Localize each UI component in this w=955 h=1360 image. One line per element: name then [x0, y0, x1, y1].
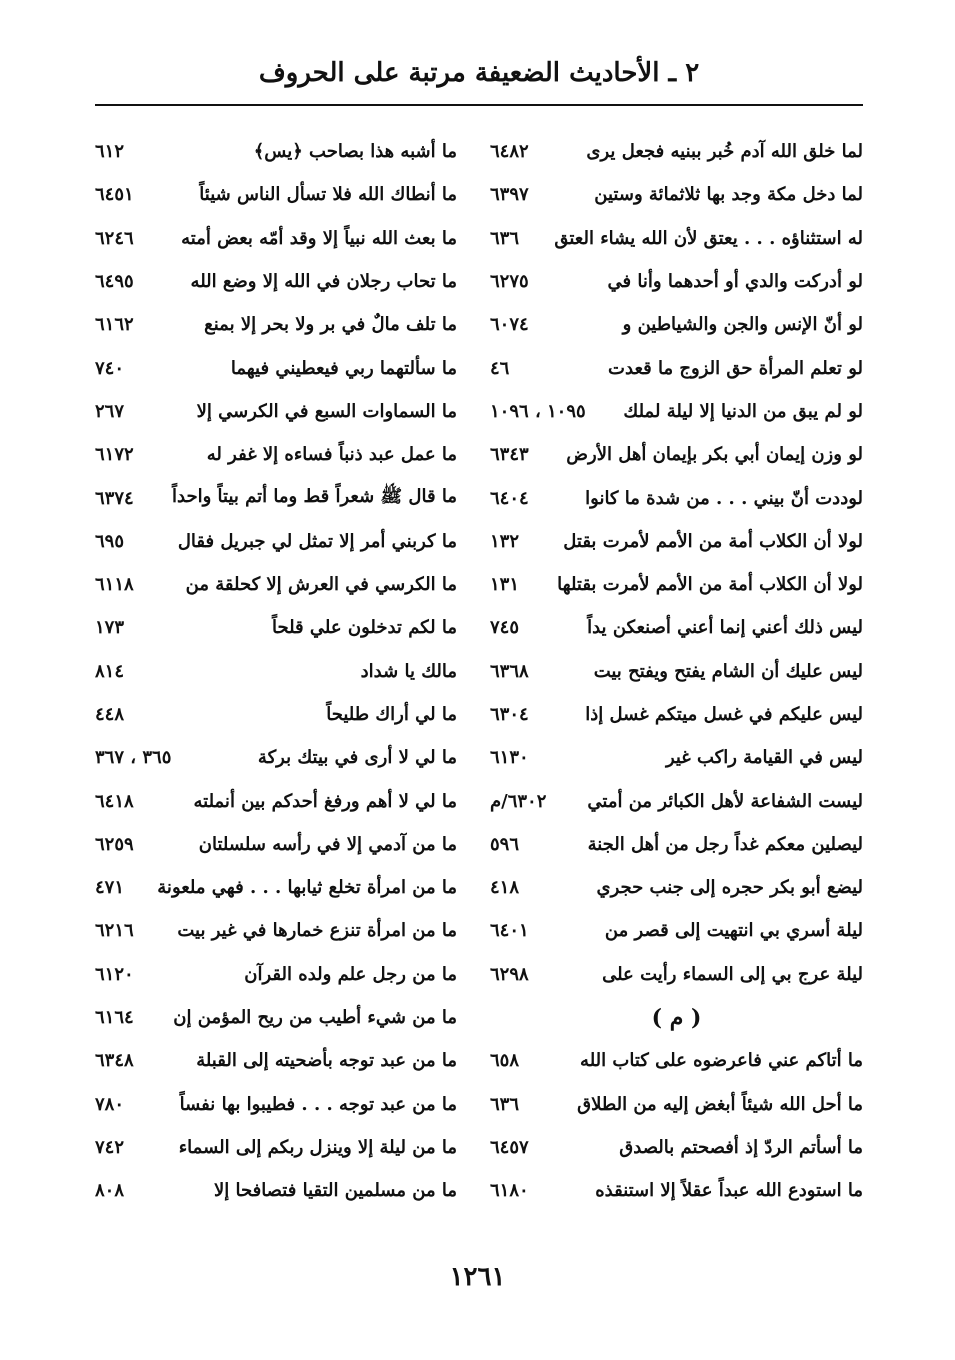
entry-text: ما من عبد توجه بأضحيته إلى القبلة	[196, 1050, 457, 1072]
entry-text: مالك يا شداد	[360, 660, 457, 682]
entry-ref-number: ١٣١	[490, 574, 520, 596]
entry-text: ليلة أسري بي انتهيت إلى قصر من	[604, 920, 863, 942]
entry-ref-number: ٦١٧٢	[95, 444, 134, 466]
entry-ref-number: ١٣٢	[490, 530, 520, 552]
entry-text: لولا أن الكلاب أمة من الأمم لأمرت بقتل	[563, 530, 863, 552]
entry-text: لوددت أنّ بيني . . . من شدة ما كانوا	[585, 487, 863, 509]
entry-text: ما أسأتم الردّ إذ أفصحتم بالصدق	[619, 1136, 863, 1158]
index-entry	[95, 260, 457, 303]
index-entry	[95, 736, 457, 779]
entry-text: ما من امرأة تخلع ثيابها . . . فهي ملعونة	[157, 877, 457, 899]
index-entry	[490, 866, 863, 909]
entry-ref-number: ٦٢٤٦	[95, 227, 134, 249]
index-entry	[490, 476, 863, 519]
entry-ref-number: ٦٣٧٤	[95, 487, 134, 509]
entry-text: ليضع أبو بكر حجره إلى جنب حجري	[596, 877, 863, 899]
entry-text: ما الكرسي في العرش إلا كحلقة من	[185, 574, 457, 596]
index-entry	[490, 1126, 863, 1169]
entry-ref-number: ٦٥٨	[490, 1050, 520, 1072]
entry-ref-number: ٦٣٤٣	[490, 444, 529, 466]
entry-text: ما أتاكم عني فاعرضوه على كتاب الله	[580, 1050, 863, 1072]
entry-ref-number: ٦٣٠٤	[490, 704, 529, 725]
index-entry	[95, 1126, 457, 1169]
index-entry	[95, 866, 457, 909]
entry-ref-number: ١٠٩٥ ، ١٠٩٦	[490, 400, 586, 422]
entry-ref-number: ٦١٢	[95, 141, 125, 163]
index-column-left	[95, 130, 457, 1212]
entry-text: ما قال ﷺ شعراً قط وما أتم بيتاً واحداً	[172, 486, 457, 508]
entry-list-meem-continued	[95, 130, 457, 1212]
entry-ref-number: ٦٣٦٨	[490, 660, 529, 682]
index-entry	[490, 823, 863, 866]
entry-text: ما من ليلة إلا وينزل ربكم إلى السماء	[178, 1136, 457, 1158]
entry-ref-number: ٦٤٩٥	[95, 271, 134, 293]
entry-text: ما عمل عبد ذنباً فساءه إلا غفر له	[206, 444, 457, 466]
index-entry	[490, 563, 863, 606]
index-entry	[95, 520, 457, 563]
index-entry	[95, 909, 457, 952]
index-entry	[490, 390, 863, 433]
index-entry	[95, 217, 457, 260]
entry-ref-number: ٤٤٨	[95, 704, 125, 725]
entry-ref-number: ٦٣٦	[490, 227, 520, 249]
index-entry	[95, 1169, 457, 1212]
entry-ref-number: ٢٦٧	[95, 400, 125, 422]
index-entry	[490, 1083, 863, 1126]
index-entry	[95, 346, 457, 389]
entry-ref-number: ٣٦٥ ، ٣٦٧	[95, 747, 172, 769]
index-entry	[95, 823, 457, 866]
entry-text: ما أحل الله شيئاً أبغض إليه من الطلاق	[577, 1093, 863, 1115]
index-entry	[95, 650, 457, 693]
entry-ref-number: ٧٤٠	[95, 357, 125, 379]
index-entry	[490, 693, 863, 736]
entry-ref-number: ٦١٢٠	[95, 963, 134, 985]
entry-ref-number: ٧٤٥	[490, 617, 520, 639]
entry-text: ما استودع الله عبداً عقلاً إلا استنقذه	[595, 1180, 863, 1202]
entry-text: ليلة عرج بي إلى السماء رأيت على	[602, 963, 863, 985]
index-entry	[490, 173, 863, 216]
entry-text: لما خلق الله آدم خُبر ببنيه فجعل يرى	[586, 141, 863, 163]
entry-text: ما بعث الله نبياً إلا وقد أمّه بعض أمته	[181, 227, 457, 249]
entry-list-meem	[490, 1039, 863, 1212]
entry-text: ما من آدمي إلا في رأسه سلسلتان	[198, 833, 457, 855]
index-entry	[95, 563, 457, 606]
index-entry	[95, 173, 457, 216]
entry-ref-number: ٦٣٩٧	[490, 184, 529, 206]
entry-ref-number: ٦١٨٠	[490, 1180, 529, 1202]
entry-text: ما لي لا أرى في بيتك بركة	[257, 747, 457, 769]
index-entry	[490, 650, 863, 693]
entry-text: ما أنطاك الله فلا تسأل الناس شيئاً	[199, 184, 457, 206]
entry-text: له استثناؤه . . . يعتق لأن الله يشاء العتق	[554, 227, 863, 249]
entry-list-lam	[490, 130, 863, 996]
entry-ref-number: ٦١٦٢	[95, 314, 134, 336]
index-entry	[490, 909, 863, 952]
entry-ref-number: ٦٣٤٨	[95, 1050, 134, 1072]
index-entry	[490, 953, 863, 996]
section-letter-meem: ( م )	[651, 1004, 702, 1031]
index-entry	[95, 1039, 457, 1082]
entry-text: ليس عليكم في غسل ميتكم غسل إذا	[585, 704, 863, 725]
entry-text: ما لكم تدخلون علي قلحاً	[271, 617, 457, 639]
entry-ref-number: ٦٩٥	[95, 530, 125, 552]
page-number: ١٢٦١	[449, 1262, 506, 1292]
index-entry	[95, 779, 457, 822]
index-entry	[95, 303, 457, 346]
entry-text: لو تعلم المرأة حق الزوج ما قعدت	[608, 357, 863, 379]
index-entry	[490, 303, 863, 346]
index-entry	[95, 693, 457, 736]
index-entry	[490, 1039, 863, 1082]
index-entry	[490, 130, 863, 173]
entry-text: ما تحاب رجلان في الله إلا وضع الله	[190, 271, 457, 293]
index-entry	[95, 996, 457, 1039]
entry-ref-number: ٦٤٠١	[490, 920, 529, 942]
entry-ref-number: ٦٤٠٤	[490, 487, 529, 509]
entry-text: ليس عليك أن الشام يفتح ويفتح بيت	[593, 660, 863, 682]
entry-text: لو أنّ الإنس والجن والشياطين و	[622, 314, 863, 336]
entry-ref-number: ٦١١٨	[95, 574, 134, 596]
index-entry	[95, 433, 457, 476]
entry-ref-number: ٨١٤	[95, 660, 125, 682]
index-entry	[95, 476, 457, 519]
index-column-right	[490, 130, 863, 1212]
entry-ref-number: ٨٠٨	[95, 1180, 125, 1202]
entry-ref-number: ٥٩٦	[490, 833, 520, 855]
page-header-title: ٢ ـ الأحاديث الضعيفة مرتبة على الحروف	[258, 58, 700, 88]
entry-ref-number: ٧٤٢	[95, 1136, 125, 1158]
entry-ref-number: ٦٣٦	[490, 1093, 520, 1115]
entry-ref-number: ٦٢١٦	[95, 920, 134, 942]
entry-text: ما من عبد توجه . . . فطيبوا بها نفساً	[179, 1093, 457, 1115]
index-entry	[490, 433, 863, 476]
index-entry	[490, 217, 863, 260]
entry-text: ما من شيء أطيب من ريح المؤمن إن	[173, 1007, 457, 1029]
entry-ref-number: ٤٧١	[95, 877, 125, 899]
entry-ref-number: ٦٠٧٤	[490, 314, 529, 336]
entry-text: ما أشبه هذا بصاحب ﴿يس﴾	[253, 141, 457, 163]
header-divider	[95, 104, 863, 106]
entry-text: ليس ذلك أعني إنما أعني أصنعكن يداً	[587, 617, 863, 639]
entry-text: ما من مسلمين التقيا فتصافحا إلا	[213, 1180, 457, 1202]
index-entry	[490, 736, 863, 779]
index-entry	[490, 346, 863, 389]
entry-text: ليست الشفاعة لأهل الكبائر من أمتي	[587, 790, 863, 812]
index-entry	[490, 1169, 863, 1212]
entry-text: ما كربني أمر إلا تمثل لي جبريل فقال	[177, 530, 457, 552]
entry-ref-number: ٦١٦٤	[95, 1007, 134, 1029]
entry-text: لما دخل مكة وجد بها ثلاثمائة وستين	[594, 184, 863, 206]
index-entry	[95, 130, 457, 173]
entry-ref-number: ٦٤٥١	[95, 184, 134, 206]
entry-text: لو وزن إيمان أبي بكر بإيمان أهل الأرض	[566, 444, 863, 466]
entry-ref-number: ٦٣٠٢/م	[490, 790, 547, 812]
entry-text: ما تلف مالٌ في بر ولا بحر إلا بمنع	[204, 314, 457, 336]
entry-ref-number: ١٧٣	[95, 617, 125, 639]
entry-text: ما من رجل علم ولده القرآن	[244, 963, 457, 985]
entry-ref-number: ٦٤١٨	[95, 790, 134, 812]
entry-ref-number: ٤١٨	[490, 877, 520, 899]
entry-ref-number: ٦٢٧٥	[490, 271, 529, 293]
index-entry	[490, 606, 863, 649]
index-entry	[95, 606, 457, 649]
entry-ref-number: ٧٨٠	[95, 1093, 125, 1115]
entry-ref-number: ٦٤٥٧	[490, 1136, 529, 1158]
index-entry	[95, 1083, 457, 1126]
index-entry	[490, 260, 863, 303]
entry-text: ما لي أراك طليحاً	[326, 704, 457, 725]
entry-text: ما سألتهما ربي فيعطيني فيهما	[230, 357, 457, 379]
entry-ref-number: ٦٤٨٢	[490, 141, 529, 163]
entry-text: ليس في القيامة راكب غير	[665, 747, 863, 769]
entry-text: ما السماوات السبع في الكرسي إلا	[196, 400, 457, 422]
entry-ref-number: ٦٢٥٩	[95, 833, 134, 855]
index-entry	[95, 953, 457, 996]
index-entry	[95, 390, 457, 433]
entry-ref-number: ٦١٣٠	[490, 747, 529, 769]
entry-ref-number: ٦٢٩٨	[490, 963, 529, 985]
entry-ref-number: ٤٦	[490, 357, 510, 379]
entry-text: لو لم يبق من الدنيا إلا ليلة لملك	[623, 400, 863, 422]
entry-text: ليصلين معكم غداً رجل من أهل الجنة	[587, 833, 863, 855]
entry-text: ما من امرأة تنزع خمارها في غير بيت	[177, 920, 457, 942]
entry-text: ما لي لا أهم ورفغ أحدكم بين أنملته	[193, 790, 457, 812]
entry-text: لولا أن الكلاب أمة من الأمم لأمرت بقتلها	[557, 574, 863, 596]
index-entry	[490, 520, 863, 563]
entry-text: لو أدركت والدي أو أحدهما وأنا في	[607, 271, 863, 293]
index-entry	[490, 779, 863, 822]
